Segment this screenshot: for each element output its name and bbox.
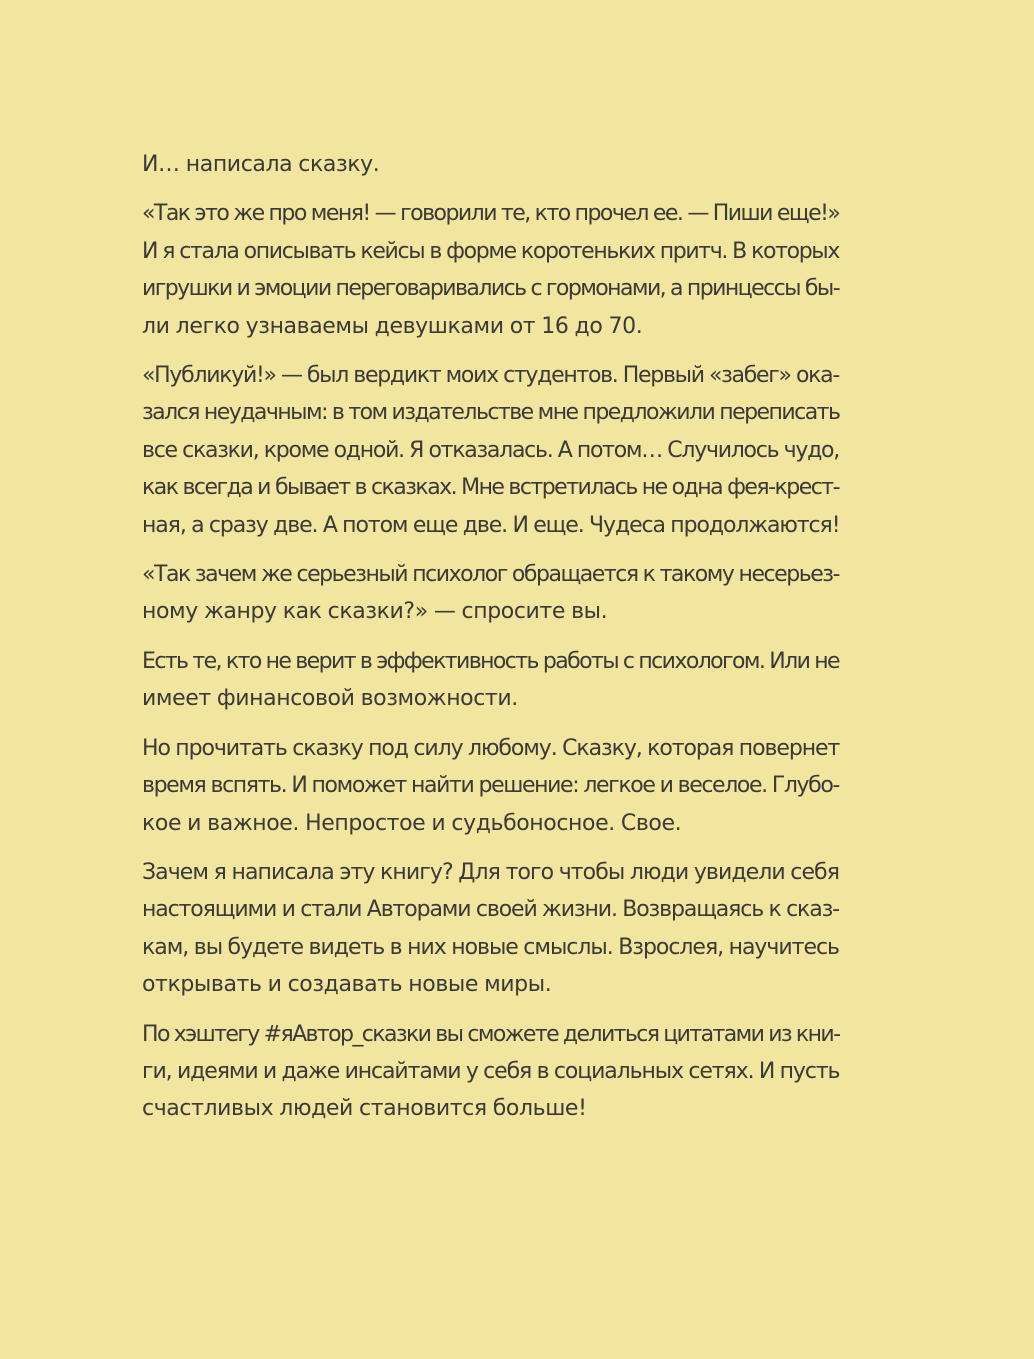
paragraph [142, 146, 839, 183]
text-line: время вспять. И поможет найти решение: легкое и веселое. Глубо- [142, 773, 839, 799]
text-line: зался неудачным: в том издательстве мне предложили переписать [142, 400, 840, 426]
text-line: имеет финансовой возможности. [142, 686, 518, 712]
text-line: ги, идеями и даже инсайтами у себя в социальных сетях. И пусть [142, 1058, 840, 1084]
text-line: ному жанру как сказки?» — спросите вы. [142, 599, 608, 625]
paragraph [142, 730, 839, 842]
text-line: По хэштегу #яАвтор_сказки вы сможете делиться цитатами из кни- [142, 1021, 840, 1047]
text-line: И… написала сказку. [142, 152, 380, 177]
paragraph [142, 1016, 839, 1128]
text-line: «Так это же про меня! — говорили те, кто прочел ее. — Пиши еще!» [142, 201, 840, 227]
text-line: «Так зачем же серьезный психолог обращается к такому несерьез- [142, 562, 839, 588]
text-line: ная, а сразу две. А потом еще две. И еще. Чудеса продолжаются! [142, 512, 840, 538]
text-line: все сказки, кроме одной. Я отказалась. А потом… Случилось чудо, [142, 437, 839, 463]
paragraph [142, 357, 839, 544]
text-line: игрушки и эмоции переговаривались с гормонами, а принцессы бы- [142, 276, 840, 302]
text-line: ли легко узнаваемы девушками от 16 до 70. [142, 313, 643, 339]
paragraph [142, 854, 839, 1004]
paragraph [142, 643, 839, 718]
paragraph [142, 195, 839, 345]
text-line: Есть те, кто не верит в эффективность работы с психологом. Или не [142, 648, 839, 674]
paragraph [142, 556, 839, 631]
text-line: И я стала описывать кейсы в форме коротеньких притч. В которых [142, 238, 839, 264]
text-line: счастливых людей становится больше! [142, 1096, 587, 1122]
text-line: открывать и создавать новые миры. [142, 972, 552, 998]
text-line: как всегда и бывает в сказках. Мне встретилась не одна фея-крест- [142, 475, 839, 501]
text-line: Зачем я написала эту книгу? Для того чтобы люди увидели себя [142, 859, 839, 885]
text-line: Но прочитать сказку под силу любому. Сказку, которая повернет [142, 735, 840, 761]
text-line: кое и важное. Непростое и судьбоносное. Свое. [142, 810, 682, 836]
text-line: кам, вы будете видеть в них новые смыслы. Взрослея, научитесь [142, 934, 839, 960]
body-text [142, 146, 839, 1128]
text-line: «Публикуй!» — был вердикт моих студентов. Первый «забег» ока- [142, 363, 839, 389]
text-line: настоящими и стали Авторами своей жизни. Возвращаясь к сказ- [142, 897, 839, 923]
